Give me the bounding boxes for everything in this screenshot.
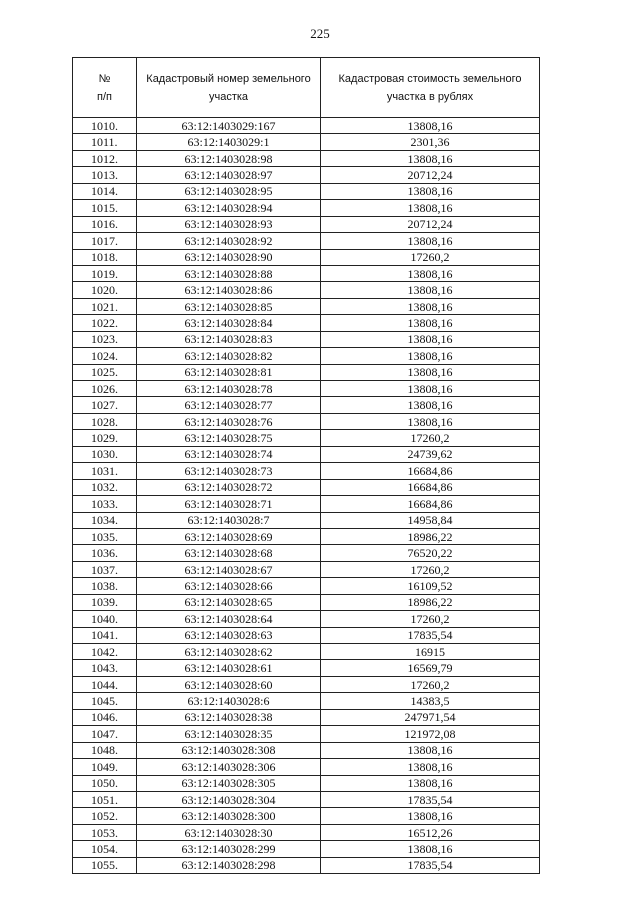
cadastral-value-cell: 24739,62 xyxy=(321,446,540,462)
cadastral-value-cell: 18986,22 xyxy=(321,528,540,544)
table-body xyxy=(73,118,540,874)
row-index-cell: 1011. xyxy=(73,134,137,150)
table-row xyxy=(73,216,540,232)
table-row xyxy=(73,430,540,446)
table-row xyxy=(73,594,540,610)
table-row xyxy=(73,824,540,840)
cadastral-value-cell: 13808,16 xyxy=(321,413,540,429)
table-row xyxy=(73,611,540,627)
row-index-cell: 1031. xyxy=(73,463,137,479)
cadastral-value-cell: 13808,16 xyxy=(321,759,540,775)
row-index-cell: 1027. xyxy=(73,397,137,413)
table-row xyxy=(73,265,540,281)
row-index-cell: 1041. xyxy=(73,627,137,643)
row-index-cell: 1050. xyxy=(73,775,137,791)
cadastral-value-cell: 13808,16 xyxy=(321,298,540,314)
cadastral-number-cell: 63:12:1403028:92 xyxy=(137,233,321,249)
cadastral-value-cell: 16684,86 xyxy=(321,479,540,495)
cadastral-value-cell: 17835,54 xyxy=(321,857,540,873)
cadastral-value-cell: 18986,22 xyxy=(321,594,540,610)
row-index-cell: 1045. xyxy=(73,693,137,709)
row-index-cell: 1046. xyxy=(73,709,137,725)
table-row xyxy=(73,134,540,150)
cadastral-number-cell: 63:12:1403028:83 xyxy=(137,331,321,347)
table-row xyxy=(73,446,540,462)
cadastral-value-cell: 16569,79 xyxy=(321,660,540,676)
cadastral-value-cell: 13808,16 xyxy=(321,808,540,824)
row-index-cell: 1030. xyxy=(73,446,137,462)
cadastral-number-cell: 63:12:1403028:76 xyxy=(137,413,321,429)
table-row xyxy=(73,528,540,544)
cadastral-value-cell: 17835,54 xyxy=(321,791,540,807)
cadastral-value-table xyxy=(72,57,540,874)
cadastral-number-cell: 63:12:1403028:299 xyxy=(137,841,321,857)
cadastral-number-cell: 63:12:1403028:64 xyxy=(137,611,321,627)
cadastral-value-cell: 13808,16 xyxy=(321,282,540,298)
cadastral-number-cell: 63:12:1403028:306 xyxy=(137,759,321,775)
row-index-cell: 1035. xyxy=(73,528,137,544)
table-row xyxy=(73,150,540,166)
table-row xyxy=(73,364,540,380)
row-index-cell: 1029. xyxy=(73,430,137,446)
cadastral-value-cell: 76520,22 xyxy=(321,545,540,561)
table-row xyxy=(73,118,540,134)
table-row xyxy=(73,742,540,758)
row-index-cell: 1037. xyxy=(73,561,137,577)
cadastral-number-cell: 63:12:1403028:38 xyxy=(137,709,321,725)
cadastral-value-cell: 17260,2 xyxy=(321,676,540,692)
cadastral-number-cell: 63:12:1403028:94 xyxy=(137,200,321,216)
cadastral-value-cell: 20712,24 xyxy=(321,216,540,232)
row-index-cell: 1034. xyxy=(73,512,137,528)
table-row xyxy=(73,512,540,528)
row-index-cell: 1049. xyxy=(73,759,137,775)
cadastral-value-cell: 17260,2 xyxy=(321,561,540,577)
row-index-cell: 1017. xyxy=(73,233,137,249)
cadastral-number-cell: 63:12:1403028:82 xyxy=(137,348,321,364)
table-row xyxy=(73,315,540,331)
table-row xyxy=(73,200,540,216)
row-index-cell: 1023. xyxy=(73,331,137,347)
row-index-cell: 1036. xyxy=(73,545,137,561)
cadastral-number-cell: 63:12:1403028:93 xyxy=(137,216,321,232)
cadastral-number-cell: 63:12:1403029:1 xyxy=(137,134,321,150)
cadastral-number-cell: 63:12:1403028:90 xyxy=(137,249,321,265)
row-index-cell: 1052. xyxy=(73,808,137,824)
cadastral-number-cell: 63:12:1403028:298 xyxy=(137,857,321,873)
table-header-row xyxy=(73,58,540,118)
cadastral-number-cell: 63:12:1403028:86 xyxy=(137,282,321,298)
row-index-cell: 1016. xyxy=(73,216,137,232)
table-row xyxy=(73,545,540,561)
cadastral-number-cell: 63:12:1403028:74 xyxy=(137,446,321,462)
cadastral-value-cell: 13808,16 xyxy=(321,118,540,134)
cadastral-number-cell: 63:12:1403028:95 xyxy=(137,183,321,199)
cadastral-number-cell: 63:12:1403028:72 xyxy=(137,479,321,495)
cadastral-number-cell: 63:12:1403028:6 xyxy=(137,693,321,709)
cadastral-number-cell: 63:12:1403028:73 xyxy=(137,463,321,479)
table-row xyxy=(73,693,540,709)
cadastral-number-cell: 63:12:1403029:167 xyxy=(137,118,321,134)
table-row xyxy=(73,857,540,873)
cadastral-value-cell: 247971,54 xyxy=(321,709,540,725)
row-index-cell: 1032. xyxy=(73,479,137,495)
cadastral-number-cell: 63:12:1403028:63 xyxy=(137,627,321,643)
cadastral-value-cell: 13808,16 xyxy=(321,841,540,857)
cadastral-number-cell: 63:12:1403028:300 xyxy=(137,808,321,824)
cadastral-number-cell: 63:12:1403028:98 xyxy=(137,150,321,166)
cadastral-number-cell: 63:12:1403028:35 xyxy=(137,726,321,742)
cadastral-number-cell: 63:12:1403028:85 xyxy=(137,298,321,314)
cadastral-value-cell: 13808,16 xyxy=(321,348,540,364)
row-index-cell: 1013. xyxy=(73,167,137,183)
cadastral-value-cell: 13808,16 xyxy=(321,397,540,413)
cadastral-value-cell: 16684,86 xyxy=(321,463,540,479)
cadastral-value-cell: 13808,16 xyxy=(321,183,540,199)
cadastral-value-cell: 13808,16 xyxy=(321,742,540,758)
cadastral-number-cell: 63:12:1403028:65 xyxy=(137,594,321,610)
row-index-cell: 1021. xyxy=(73,298,137,314)
table-row xyxy=(73,183,540,199)
table-row xyxy=(73,249,540,265)
header-cadastral-value: Кадастровая стоимость земельного участка в рублях xyxy=(321,58,540,118)
table-row xyxy=(73,167,540,183)
row-index-cell: 1048. xyxy=(73,742,137,758)
row-index-cell: 1053. xyxy=(73,824,137,840)
row-index-cell: 1019. xyxy=(73,265,137,281)
table-row xyxy=(73,496,540,512)
cadastral-number-cell: 63:12:1403028:81 xyxy=(137,364,321,380)
cadastral-number-cell: 63:12:1403028:7 xyxy=(137,512,321,528)
cadastral-value-cell: 13808,16 xyxy=(321,775,540,791)
cadastral-value-cell: 16684,86 xyxy=(321,496,540,512)
row-index-cell: 1015. xyxy=(73,200,137,216)
cadastral-value-cell: 16512,26 xyxy=(321,824,540,840)
row-index-cell: 1024. xyxy=(73,348,137,364)
cadastral-value-cell: 20712,24 xyxy=(321,167,540,183)
cadastral-value-cell: 13808,16 xyxy=(321,233,540,249)
table-row xyxy=(73,282,540,298)
cadastral-value-cell: 16109,52 xyxy=(321,578,540,594)
cadastral-number-cell: 63:12:1403028:66 xyxy=(137,578,321,594)
row-index-cell: 1039. xyxy=(73,594,137,610)
cadastral-value-cell: 17260,2 xyxy=(321,249,540,265)
table-row xyxy=(73,775,540,791)
row-index-cell: 1044. xyxy=(73,676,137,692)
table-row xyxy=(73,578,540,594)
cadastral-number-cell: 63:12:1403028:30 xyxy=(137,824,321,840)
row-index-cell: 1014. xyxy=(73,183,137,199)
cadastral-number-cell: 63:12:1403028:97 xyxy=(137,167,321,183)
row-index-cell: 1033. xyxy=(73,496,137,512)
table-row xyxy=(73,709,540,725)
cadastral-number-cell: 63:12:1403028:71 xyxy=(137,496,321,512)
cadastral-value-cell: 13808,16 xyxy=(321,150,540,166)
header-index: № п/п xyxy=(73,58,137,118)
row-index-cell: 1054. xyxy=(73,841,137,857)
cadastral-number-cell: 63:12:1403028:75 xyxy=(137,430,321,446)
cadastral-number-cell: 63:12:1403028:77 xyxy=(137,397,321,413)
header-cadastral-number: Кадастровый номер земельного участка xyxy=(137,58,321,118)
page-number: 225 xyxy=(310,26,330,41)
cadastral-value-cell: 13808,16 xyxy=(321,265,540,281)
cadastral-number-cell: 63:12:1403028:305 xyxy=(137,775,321,791)
cadastral-number-cell: 63:12:1403028:61 xyxy=(137,660,321,676)
table-row xyxy=(73,726,540,742)
cadastral-value-cell: 16915 xyxy=(321,644,540,660)
cadastral-number-cell: 63:12:1403028:304 xyxy=(137,791,321,807)
table-row xyxy=(73,479,540,495)
cadastral-number-cell: 63:12:1403028:88 xyxy=(137,265,321,281)
cadastral-value-cell: 121972,08 xyxy=(321,726,540,742)
table-row xyxy=(73,676,540,692)
table-row xyxy=(73,644,540,660)
row-index-cell: 1026. xyxy=(73,381,137,397)
table-row xyxy=(73,348,540,364)
cadastral-number-cell: 63:12:1403028:78 xyxy=(137,381,321,397)
row-index-cell: 1010. xyxy=(73,118,137,134)
table-row xyxy=(73,660,540,676)
table-row xyxy=(73,627,540,643)
table-row xyxy=(73,791,540,807)
row-index-cell: 1022. xyxy=(73,315,137,331)
cadastral-number-cell: 63:12:1403028:62 xyxy=(137,644,321,660)
table-row xyxy=(73,561,540,577)
table-row xyxy=(73,759,540,775)
row-index-cell: 1012. xyxy=(73,150,137,166)
table-row xyxy=(73,397,540,413)
table-row xyxy=(73,808,540,824)
cadastral-number-cell: 63:12:1403028:60 xyxy=(137,676,321,692)
cadastral-value-cell: 13808,16 xyxy=(321,364,540,380)
cadastral-number-cell: 63:12:1403028:69 xyxy=(137,528,321,544)
table-row xyxy=(73,331,540,347)
cadastral-value-cell: 17835,54 xyxy=(321,627,540,643)
table-row xyxy=(73,413,540,429)
cadastral-value-cell: 17260,2 xyxy=(321,430,540,446)
cadastral-number-cell: 63:12:1403028:308 xyxy=(137,742,321,758)
cadastral-value-cell: 13808,16 xyxy=(321,315,540,331)
cadastral-value-cell: 13808,16 xyxy=(321,381,540,397)
cadastral-value-cell: 13808,16 xyxy=(321,331,540,347)
row-index-cell: 1040. xyxy=(73,611,137,627)
row-index-cell: 1042. xyxy=(73,644,137,660)
cadastral-number-cell: 63:12:1403028:84 xyxy=(137,315,321,331)
row-index-cell: 1055. xyxy=(73,857,137,873)
cadastral-value-cell: 17260,2 xyxy=(321,611,540,627)
row-index-cell: 1043. xyxy=(73,660,137,676)
table-row xyxy=(73,841,540,857)
cadastral-value-cell: 13808,16 xyxy=(321,200,540,216)
cadastral-value-cell: 14958,84 xyxy=(321,512,540,528)
row-index-cell: 1018. xyxy=(73,249,137,265)
row-index-cell: 1038. xyxy=(73,578,137,594)
row-index-cell: 1020. xyxy=(73,282,137,298)
cadastral-number-cell: 63:12:1403028:67 xyxy=(137,561,321,577)
table-row xyxy=(73,381,540,397)
row-index-cell: 1025. xyxy=(73,364,137,380)
row-index-cell: 1028. xyxy=(73,413,137,429)
row-index-cell: 1051. xyxy=(73,791,137,807)
table-row xyxy=(73,463,540,479)
cadastral-value-cell: 2301,36 xyxy=(321,134,540,150)
row-index-cell: 1047. xyxy=(73,726,137,742)
table-row xyxy=(73,233,540,249)
cadastral-value-cell: 14383,5 xyxy=(321,693,540,709)
cadastral-number-cell: 63:12:1403028:68 xyxy=(137,545,321,561)
table-row xyxy=(73,298,540,314)
